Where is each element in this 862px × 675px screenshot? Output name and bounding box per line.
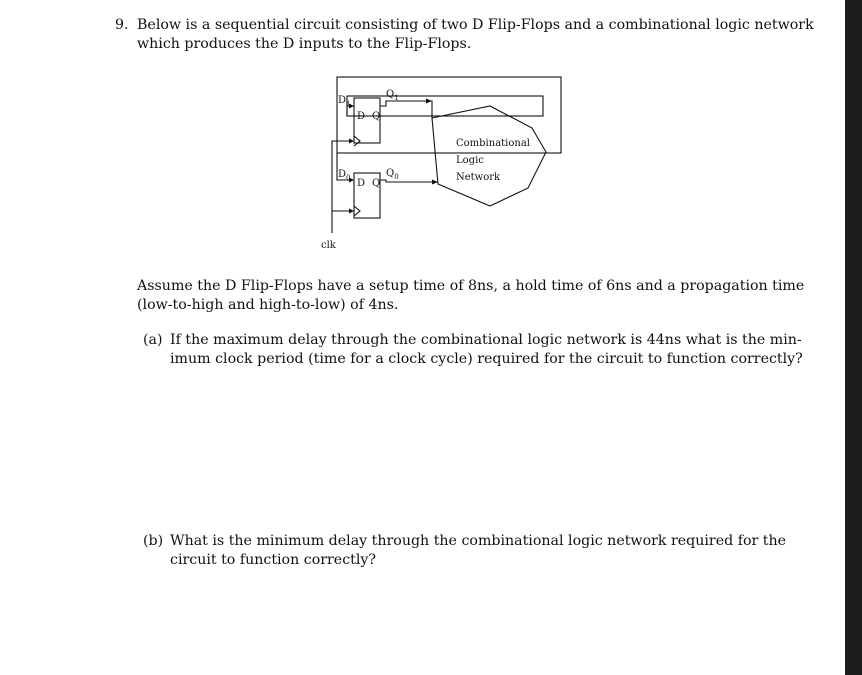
q1-wire — [380, 101, 432, 118]
arrow-q1 — [426, 99, 432, 104]
intro-line-1: Below is a sequential circuit consisting of two D Flip-Flops and a combinational logic network — [137, 17, 814, 33]
ff0-q-label: $Q_0$ — [386, 168, 399, 181]
assumption-line-1: Assume the D Flip-Flops have a setup time of 8ns, a hold time of 6ns and a propagation time — [137, 278, 805, 294]
page-edge — [845, 0, 862, 675]
ff0-d-label: $D_0$ — [338, 169, 351, 182]
clock-label: clk — [321, 240, 336, 251]
ff1-inner-d: D — [357, 111, 366, 122]
q0-wire — [380, 180, 438, 182]
part-b-line-1: What is the minimum delay through the combinational logic network required for the — [170, 533, 787, 549]
arrow-clk1 — [349, 139, 354, 144]
logic-label-line-3: Network — [456, 172, 501, 183]
ff0-inner-q: Q — [372, 178, 381, 189]
ff1-q-label: $Q_1$ — [386, 89, 399, 102]
part-b-line-2: circuit to function correctly? — [170, 552, 377, 568]
ff1-d-label: $D_1$ — [338, 95, 351, 108]
part-a-line-2: imum clock period (time for a clock cycle) required for the circuit to function correctly? — [170, 351, 803, 367]
part-a-label: (a) — [143, 332, 163, 348]
clock-wire — [332, 141, 354, 233]
part-a-line-1: If the maximum delay through the combinational logic network is 44ns what is the min- — [170, 332, 802, 348]
logic-label-line-2: Logic — [456, 155, 484, 166]
logic-label-line-1: Combinational — [456, 138, 530, 149]
circuit-diagram — [300, 70, 570, 260]
ff0-inner-d: D — [357, 178, 366, 189]
arrow-q0 — [432, 180, 438, 185]
arrow-clk0 — [349, 209, 354, 214]
combinational-logic-block — [432, 106, 546, 206]
question-number: 9. — [115, 17, 129, 33]
assumption-line-2: (low-to-high and high-to-low) of 4ns. — [137, 297, 399, 313]
ff1-inner-q: Q — [372, 111, 381, 122]
part-b-label: (b) — [143, 533, 164, 549]
intro-line-2: which produces the D inputs to the Flip-Flops. — [137, 36, 472, 52]
